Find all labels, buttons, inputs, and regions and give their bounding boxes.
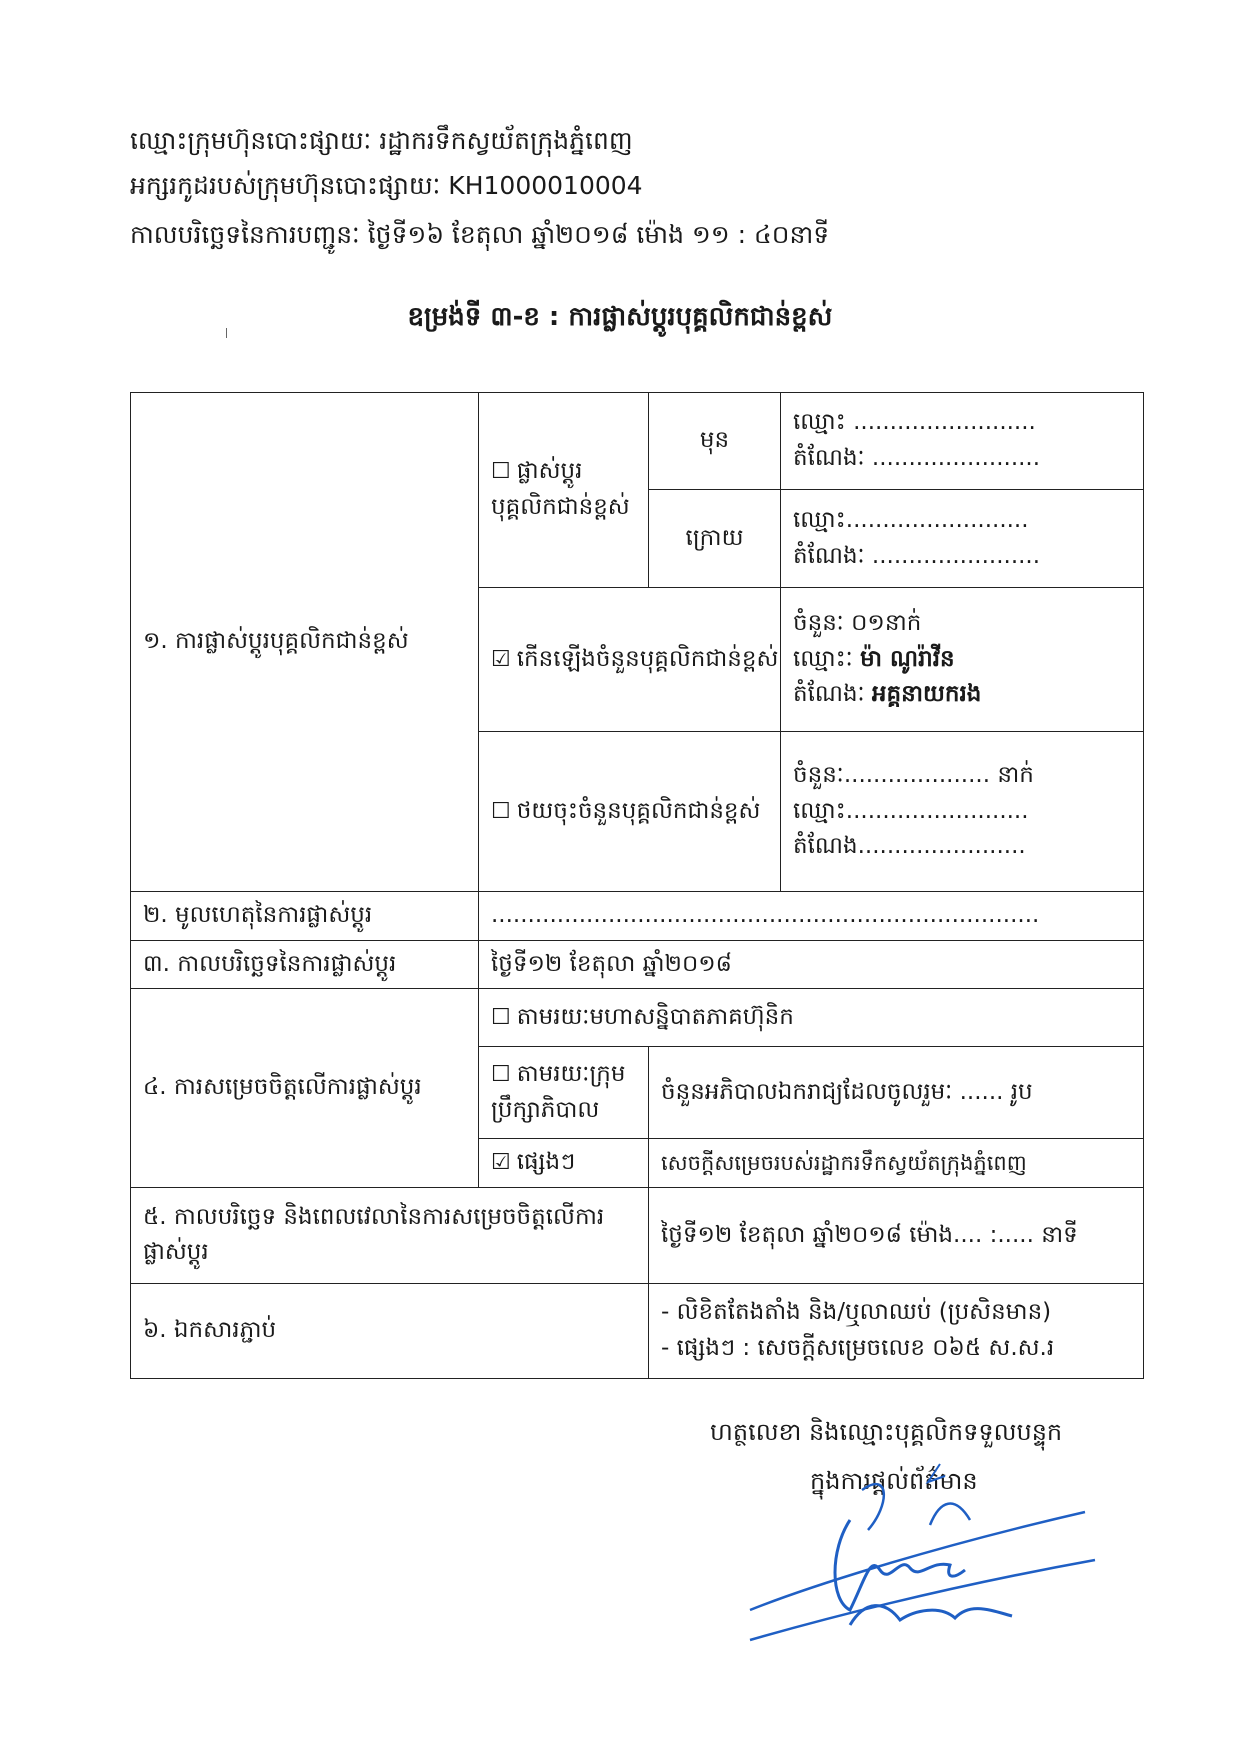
before-cell <box>781 393 1144 490</box>
decrease-position: តំណែង....................... <box>793 833 1026 860</box>
checkbox-unchecked-icon[interactable]: ☐ <box>491 1062 511 1088</box>
handwritten-signature <box>740 1460 1100 1660</box>
section-5-label: ៥. កាលបរិច្ឆេទ និងពេលវេលានៃការសម្រេចចិត្តលើការផ្លាស់ប្តូរ <box>131 1187 649 1283</box>
company-code-line: អក្សរកូដរបស់ក្រុមហ៊ុនបោះផ្សាយៈ KH1000010004 <box>130 171 643 200</box>
increase-name-label: ឈ្មោះៈ <box>793 645 861 672</box>
section-6-value-1: - លិខិតតែងតាំង និង/ឬលាឈប់ (ប្រសិនមាន) <box>661 1299 1052 1326</box>
form-title: ឧម្រង់ទី ៣-ខ : ការផ្លាស់ប្តូរបុគ្គលិកជាន់ខ្ពស់ <box>407 302 833 332</box>
increase-position-value: អគ្គនាយករង <box>871 681 982 708</box>
increase-count: ចំនួនៈ ០១នាក់ <box>793 610 922 637</box>
increase-option-cell <box>479 588 781 732</box>
decrease-count: ចំនួនៈ.................... នាក់ <box>793 762 1034 789</box>
s4-option-3-label: ផ្សេងៗ <box>516 1149 576 1176</box>
signature-caption-line-2: ក្នុងការផ្តល់ព័ត៌មាន <box>810 1467 978 1495</box>
section-1-label: ១. ការផ្លាស់ប្តូរបុគ្គលិកជាន់ខ្ពស់ <box>131 393 479 892</box>
section-4-label: ៤. ការសម្រេចចិត្តលើការផ្លាស់ប្តូរ <box>131 989 479 1188</box>
decrease-name: ឈ្មោះ......................... <box>793 797 1029 824</box>
after-name: ឈ្មោះ......................... <box>793 506 1029 533</box>
section-3-value: ថ្ងៃទី១២ ខែតុលា ឆ្នាំ២០១៨ <box>479 940 1144 989</box>
company-name-line: ឈ្មោះក្រុមហ៊ុនបោះផ្សាយៈ រដ្ឋាករទឹកស្វយ័តក្រុងភ្នំពេញ <box>130 126 633 155</box>
after-position: តំណែងៈ ....................... <box>793 542 1041 569</box>
after-cell <box>781 490 1144 588</box>
checkbox-unchecked-icon[interactable]: ☐ <box>491 798 511 824</box>
before-name: ឈ្មោះ ......................... <box>793 409 1036 436</box>
change-option-cell <box>479 393 649 588</box>
checkbox-checked-icon[interactable]: ☑ <box>491 1150 511 1176</box>
checkbox-unchecked-icon[interactable]: ☐ <box>491 1004 511 1030</box>
checkbox-checked-icon[interactable]: ☑ <box>491 646 511 672</box>
decrease-option-label: ថយចុះចំនួនបុគ្គលិកជាន់ខ្ពស់ <box>516 797 761 824</box>
s4-option-1-cell <box>479 989 1144 1047</box>
s4-option-1-label: តាមរយៈមហាសន្និបាតភាគហ៊ុនិក <box>516 1003 794 1030</box>
s4-option-3-cell <box>479 1139 649 1188</box>
section-6-value-cell <box>649 1283 1144 1378</box>
checkbox-unchecked-icon[interactable]: ☐ <box>491 459 511 485</box>
after-label: ក្រោយ <box>649 490 781 588</box>
s4-option-2-value: ចំនួនអភិបាលឯករាជ្យដែលចូលរួមៈ ...... រូប <box>649 1047 1144 1139</box>
form-table <box>130 392 1144 1379</box>
s4-option-3-value: សេចក្តីសម្រេចរបស់រដ្ឋាករទឹកស្វយ័តក្រុងភ្នំពេញ <box>649 1139 1144 1188</box>
decrease-option-cell <box>479 732 781 892</box>
decrease-detail-cell <box>781 732 1144 892</box>
before-position: តំណែងៈ ....................... <box>793 445 1041 471</box>
stray-mark <box>226 328 227 338</box>
change-option-label: ផ្លាស់ប្តូរបុគ្គលិកជាន់ខ្ពស់ <box>491 458 630 520</box>
s4-option-2-cell <box>479 1047 649 1139</box>
section-2-label: ២. មូលហេតុនៃការផ្លាស់ប្តូរ <box>131 892 479 941</box>
increase-option-label: កើនឡើងចំនួនបុគ្គលិកជាន់ខ្ពស់ <box>516 645 779 672</box>
section-3-label: ៣. កាលបរិច្ឆេទនៃការផ្លាស់ប្តូរ <box>131 940 479 989</box>
before-label: មុន <box>649 393 781 490</box>
section-6-label: ៦. ឯកសារភ្ជាប់ <box>131 1283 649 1378</box>
increase-name-value: ម៉ា ណូរ៉ាវីន <box>860 645 955 672</box>
increase-detail-cell <box>781 588 1144 732</box>
section-5-value: ថ្ងៃទី១២ ខែតុលា ឆ្នាំ២០១៨ ម៉ោង.... :..... នាទី <box>649 1187 1144 1283</box>
section-2-value: ........................................................................... <box>479 892 1144 941</box>
submission-date-line: កាលបរិច្ឆេទនៃការបញ្ជូនៈ ថ្ងៃទី១៦ ខែតុលា ឆ្នាំ២០១៨ ម៉ោង ១១ : ៤០នាទី <box>130 220 830 249</box>
increase-position-label: តំណែងៈ <box>793 681 872 708</box>
signature-caption-line-1: ហត្ថលេខា និងឈ្មោះបុគ្គលិកទទួលបន្ទុក <box>710 1418 1063 1446</box>
s4-option-2-label: តាមរយៈក្រុមប្រឹក្សាភិបាល <box>491 1061 626 1123</box>
section-6-value-2: - ផ្សេងៗ : សេចក្តីសម្រេចលេខ ០៦៥ ស.ស.រ <box>661 1334 1055 1361</box>
